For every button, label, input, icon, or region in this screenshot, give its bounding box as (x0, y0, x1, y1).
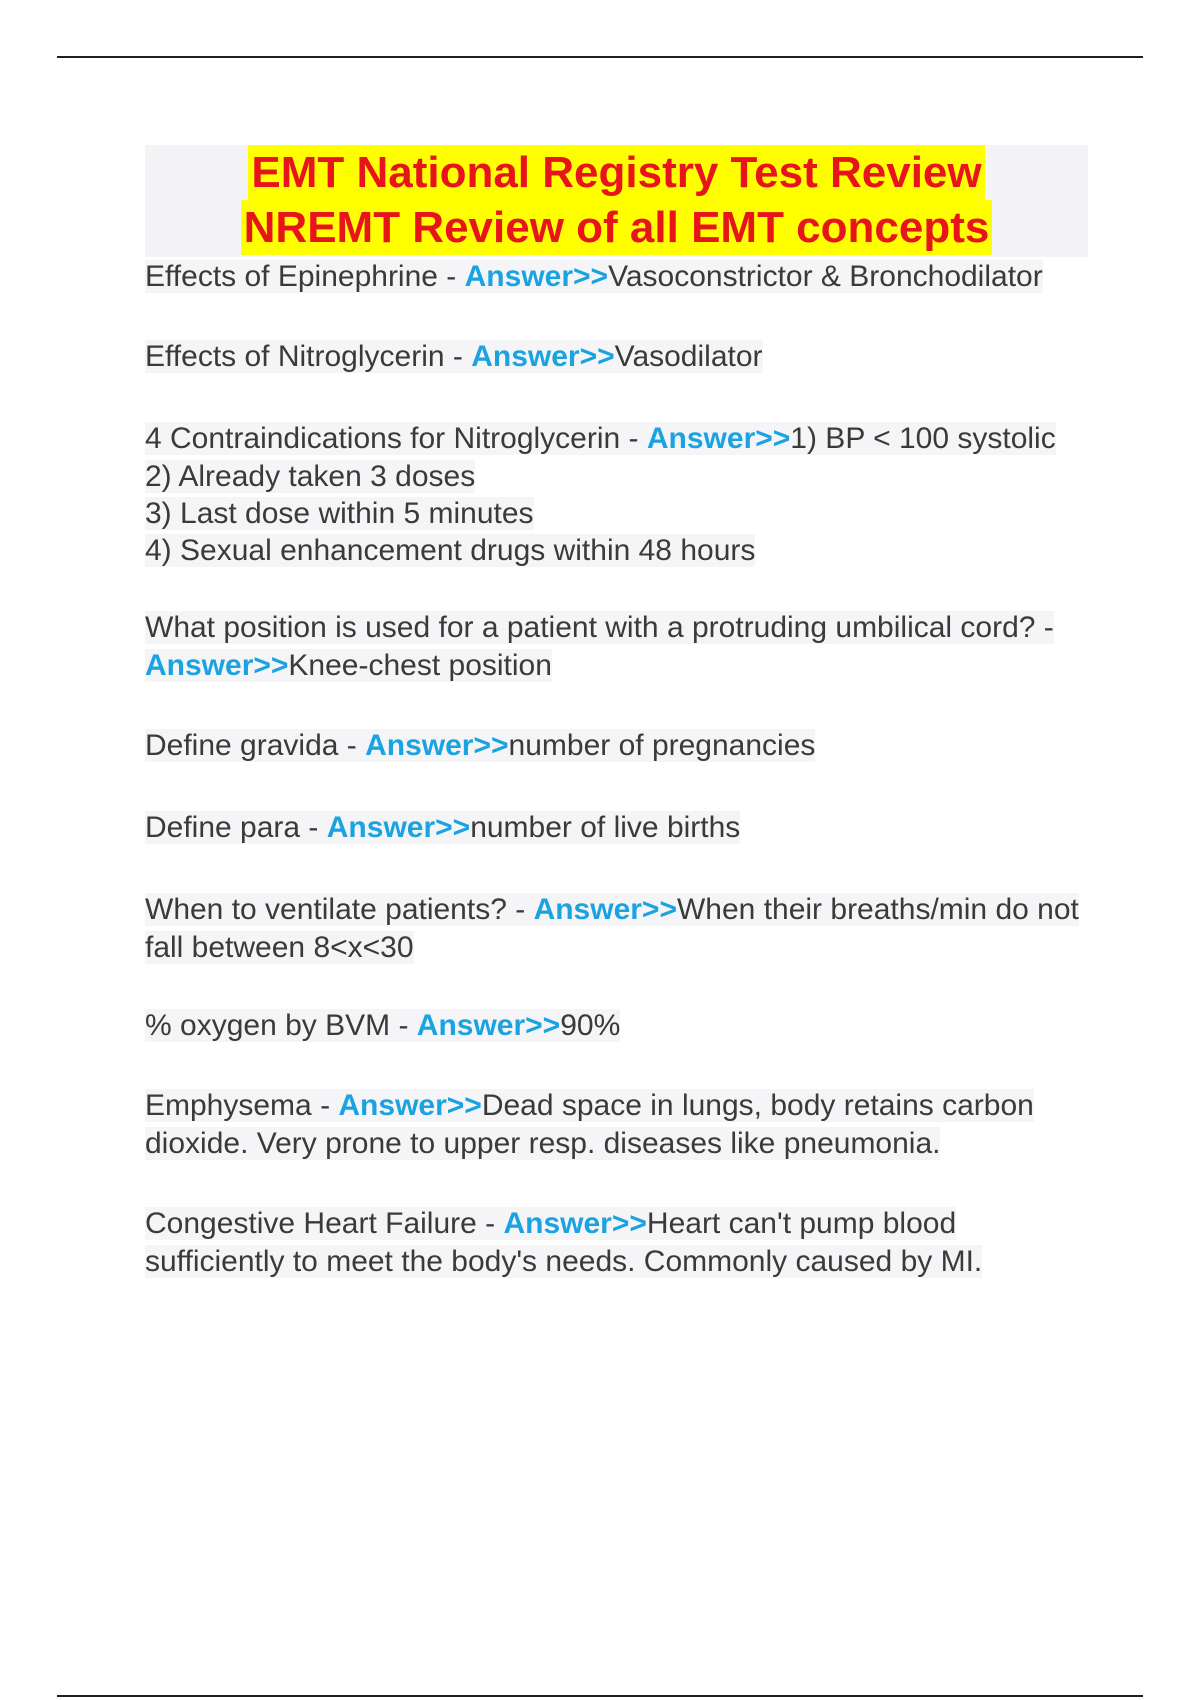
question-text: When to ventilate patients? - (145, 893, 534, 926)
answer-label: Answer>> (464, 260, 609, 293)
answer-label: Answer>> (533, 893, 677, 926)
answer-label: Answer>> (503, 1207, 647, 1240)
answer-label: Answer>> (365, 729, 509, 762)
answer-text: 1) BP < 100 systolic (790, 422, 1056, 455)
qa-item (145, 1087, 1095, 1163)
answer-text: Vasoconstrictor & Bronchodilator (608, 260, 1043, 293)
qa-item (145, 809, 1095, 847)
answer-label: Answer>> (471, 340, 615, 373)
qa-item (145, 420, 1095, 569)
title-line-2: NREMT Review of all EMT concepts (241, 200, 993, 255)
answer-text: Dead space in lungs, body retains carbon dioxide. Very prone to upper resp. diseases like pneumonia. (145, 1089, 1034, 1160)
qa-item (145, 1007, 1095, 1045)
qa-item (145, 727, 1095, 765)
answer-text: When their breaths/min do not fall between 8<x<30 (145, 893, 1079, 964)
answer-text: Vasodilator (614, 340, 763, 373)
footer-rule (57, 1695, 1143, 1697)
question-text: 4 Contraindications for Nitroglycerin - (145, 422, 647, 455)
qa-item (145, 1205, 1095, 1281)
question-text: Effects of Nitroglycerin - (145, 340, 472, 373)
answer-text: number of live births (470, 811, 741, 844)
answer-line: 4) Sexual enhancement drugs within 48 hours (145, 534, 756, 567)
header-rule (57, 56, 1143, 58)
document-title (145, 145, 1088, 257)
qa-item (145, 258, 1095, 296)
answer-label: Answer>> (145, 649, 289, 682)
question-text: % oxygen by BVM - (145, 1009, 417, 1042)
qa-item (145, 338, 1095, 376)
question-text: Define gravida - (145, 729, 366, 762)
answer-label: Answer>> (416, 1009, 561, 1042)
qa-item (145, 891, 1095, 967)
question-text: Congestive Heart Failure - (145, 1207, 504, 1240)
answer-label: Answer>> (338, 1089, 482, 1122)
question-text: Effects of Epinephrine - (145, 260, 465, 293)
answer-label: Answer>> (646, 422, 791, 455)
title-line-1: EMT National Registry Test Review (248, 145, 984, 200)
question-text: What position is used for a patient with a protruding umbilical cord? - (145, 611, 1054, 644)
answer-line: 3) Last dose within 5 minutes (145, 497, 534, 530)
question-text: Define para - (145, 811, 327, 844)
answer-text: number of pregnancies (508, 729, 816, 762)
answer-line: 2) Already taken 3 doses (145, 460, 476, 493)
answer-text: 90% (560, 1009, 621, 1042)
answer-label: Answer>> (326, 811, 471, 844)
qa-item (145, 609, 1095, 685)
qa-list (145, 258, 1095, 1281)
question-text: Emphysema - (145, 1089, 339, 1122)
answer-text: Knee-chest position (288, 649, 552, 682)
answer-text: Heart can't pump blood sufficiently to meet the body's needs. Commonly caused by MI. (145, 1207, 983, 1278)
